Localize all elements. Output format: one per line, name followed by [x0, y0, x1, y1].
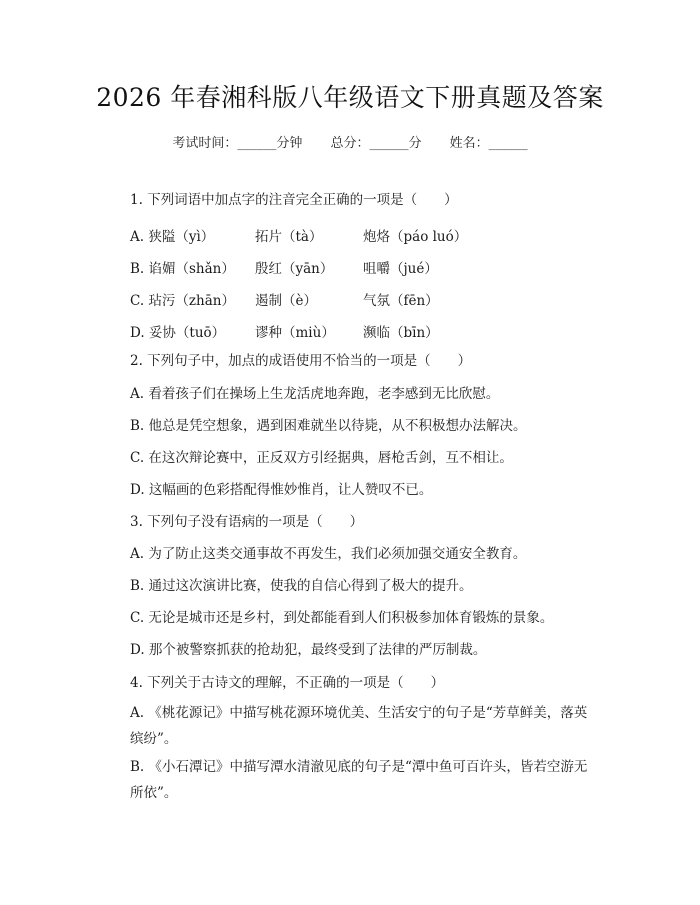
- q2-option-b: B. 他总是凭空想象，遇到困难就坐以待毙，从不积极想办法解决。: [130, 418, 527, 434]
- q1-option-cell: 谬种（miù）: [255, 325, 335, 341]
- q4-option-a: A. 《桃花源记》中描写桃花源环境优美、生活安宁的句子是“芳草鲜美，落英缤纷”。: [130, 705, 588, 747]
- exam-name: 姓名：______: [449, 136, 528, 151]
- q4-option-b: B. 《小石潭记》中描写潭水清澈见底的句子是“潭中鱼可百许头，皆若空游无所依”。: [130, 759, 588, 801]
- q1-option-cell: 咀嚼（jué）: [363, 261, 438, 277]
- q3-option-d: D. 那个被警察抓获的抢劫犯，最终受到了法律的严厉制裁。: [130, 642, 487, 658]
- q1-option-cell: 濒临（bīn）: [363, 325, 439, 341]
- q1-option-cell: 炮烙（páo luó）: [363, 229, 468, 245]
- question-4-stem: 4. 下列关于古诗文的理解，不正确的一项是（ ）: [130, 675, 445, 691]
- q1-option-cell: 拓片（tà）: [255, 229, 323, 245]
- q1-option-cell: C. 玷污（zhān）: [130, 293, 235, 309]
- exam-meta: [0, 132, 700, 151]
- exam-time: 考试时间：______分钟: [172, 136, 303, 151]
- question-3-stem: 3. 下列句子没有语病的一项是（ ）: [130, 514, 364, 530]
- q1-option-cell: D. 妥协（tuō）: [130, 325, 226, 341]
- q3-option-a: A. 为了防止这类交通事故不再发生，我们必须加强交通安全教育。: [130, 546, 527, 562]
- q3-option-c: C. 无论是城市还是乡村，到处都能看到人们积极参加体育锻炼的景象。: [130, 610, 554, 626]
- q1-option-cell: 遏制（è）: [255, 293, 317, 309]
- exam-score: 总分：______分: [330, 136, 422, 151]
- question-2-stem: 2. 下列句子中，加点的成语使用不恰当的一项是（ ）: [130, 353, 472, 369]
- q3-option-b: B. 通过这次演讲比赛，使我的自信心得到了极大的提升。: [130, 578, 473, 594]
- q1-option-cell: 气氛（fēn）: [363, 293, 439, 309]
- page-title: 2026 年春湘科版八年级语文下册真题及答案: [96, 83, 604, 112]
- q1-option-cell: 殷红（yān）: [255, 261, 334, 277]
- q2-option-c: C. 在这次辩论赛中，正反双方引经据典，唇枪舌剑，互不相让。: [130, 450, 513, 466]
- q2-option-a: A. 看着孩子们在操场上生龙活虎地奔跑，老李感到无比欣慰。: [130, 386, 500, 402]
- q1-option-cell: A. 狭隘（yì）: [130, 229, 215, 245]
- q1-option-cell: B. 谄媚（shǎn）: [130, 261, 235, 277]
- question-1-stem: 1. 下列词语中加点字的注音完全正确的一项是（ ）: [130, 192, 458, 208]
- q2-option-d: D. 这幅画的色彩搭配得惟妙惟肖，让人赞叹不已。: [130, 482, 433, 498]
